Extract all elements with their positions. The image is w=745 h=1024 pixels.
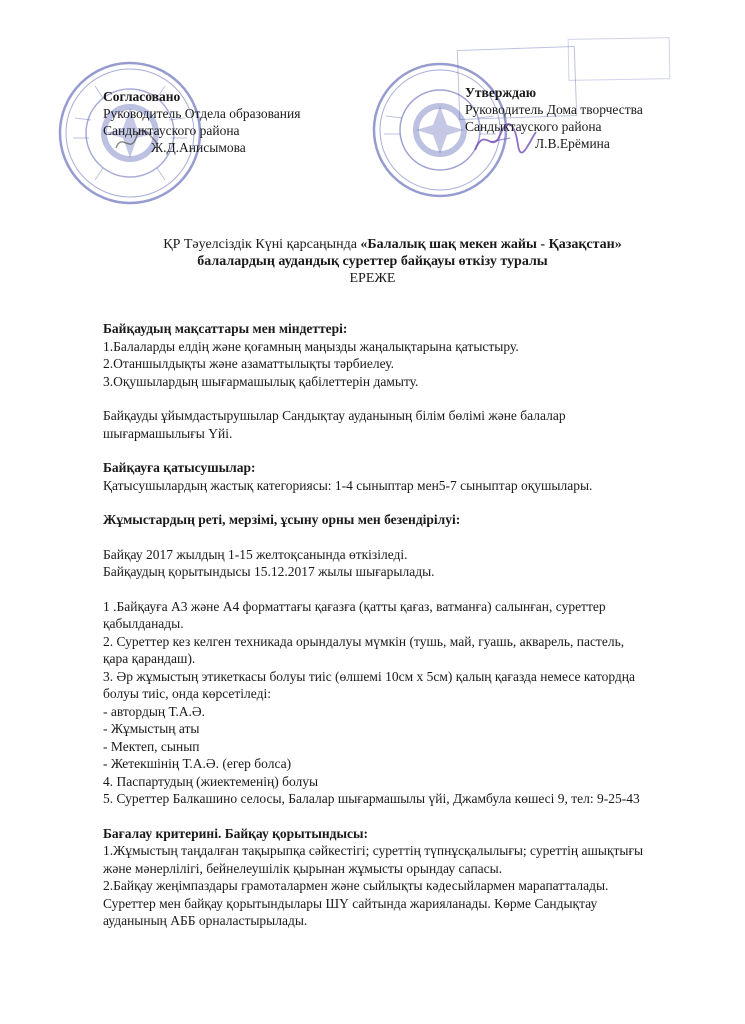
approval-left-position: Руководитель Отдела образования <box>103 106 301 121</box>
order-heading: Жұмыстардың реті, мерзімі, ұсыну орны мен безендірілуі: <box>103 512 461 527</box>
document-body <box>103 320 648 930</box>
goal-item: 1.Балаларды елдің және қоғамның маңызды жаңалықтарына қатыстыру. <box>103 338 519 354</box>
approval-block-right <box>465 84 643 152</box>
date-line: Байқаудың қорытындысы 15.12.2017 жылы шығарылады. <box>103 564 435 579</box>
title-regulation: ЕРЕЖЕ <box>349 271 396 286</box>
rule-subitem: - автордың Т.А.Ә. <box>103 703 206 719</box>
date-line: Байқау 2017 жылдың 1-15 желтоқсанында өткізіледі. <box>103 546 408 562</box>
rule-subitem: - Жетекшінің Т.А.Ә. (егер болса) <box>103 756 292 771</box>
goals-heading: Байқаудың мақсаттары мен міндеттері: <box>103 321 348 336</box>
rule-item: 5. Суреттер Балкашино селосы, Балалар шығармашылы үйі, Джамбула көшесі 9, тел: 9-25-43 <box>103 791 640 806</box>
approval-right-heading: Утверждаю <box>465 85 537 100</box>
title-prefix: ҚР Тәуелсіздік Күні қарсаңында <box>163 237 361 252</box>
approval-right-signatory: Л.В.Ерёмина <box>535 136 610 151</box>
criteria-item: 2.Байқау жеңімпаздары грамоталармен және сыйлықты кәдесыйлармен марапатталады. Суреттер мен байқау қорытындылары ШҮ сайтында жарияланады. Көрме Сандықтау ауданының АББ орналастырылады. <box>103 878 609 928</box>
rule-item: 2. Суреттер кез келген техникада орындалуы мүмкін (тушь, май, гуашь, акварель, пастель, қара қарандаш). <box>103 633 625 666</box>
rule-item: 3. Әр жұмыстың этикеткасы болуы тиіс (өлшемі 10см х 5см) қалың қағазда немесе катордңа болуы тиіс, онда көрсетіледі: <box>103 668 636 701</box>
criteria-heading: Бағалау критерині. Байқау қорытындысы: <box>103 825 369 841</box>
rule-subitem: - Мектеп, сынып <box>103 738 200 754</box>
organizers-text: Байқауды ұйымдастырушылар Сандықтау ауданының білім бөлімі және балалар шығармашылығы Үйі. <box>103 408 566 441</box>
title-contest-name: «Балалық шақ мекен жайы - Қазақстан» <box>360 237 622 252</box>
participants-heading: Байқауға қатысушылар: <box>103 460 256 475</box>
approval-right-district: Сандыктауского района <box>465 119 602 134</box>
criteria-item: 1.Жұмыстың таңдалған тақырыпқа сәйкестігі; суреттің түпнұсқалылығы; суреттің ашықтығы және мәнерлілігі, бейнелеушілік қырынан жұмысты орындау сапасы. <box>103 843 644 876</box>
title-line-2: балалардың аудандық суреттер байқауы өткізу туралы <box>197 254 548 269</box>
approval-left-district: Сандыктауского района <box>103 123 240 138</box>
document-title <box>0 236 745 287</box>
goal-item: 2.Отаншылдықты және азаматтылықты тәрбиелеу. <box>103 356 394 371</box>
approval-left-signatory: Ж.Д.Анисымова <box>151 140 246 155</box>
approval-block-left <box>103 88 300 156</box>
title-line-1 <box>0 236 745 253</box>
approval-right-position: Руководитель Дома творчества <box>465 102 643 117</box>
goal-item: 3.Оқушылардың шығармашылық қабілеттерін дамыту. <box>103 373 419 389</box>
rule-subitem: - Жұмыстың аты <box>103 721 200 736</box>
participants-text: Қатысушылардың жастық категориясы: 1-4 сыныптар мен5-7 сыныптар оқушылары. <box>103 477 593 493</box>
rule-item: 4. Паспартудың (жиектеменің) болуы <box>103 773 319 789</box>
rectangular-stamp-secondary <box>568 37 671 81</box>
rule-item: 1 .Байқауға А3 және А4 форматтағы қағазға (қатты қағаз, ватманға) салынған, суреттер қабылданады. <box>103 598 606 631</box>
approval-left-heading: Согласовано <box>103 89 181 104</box>
